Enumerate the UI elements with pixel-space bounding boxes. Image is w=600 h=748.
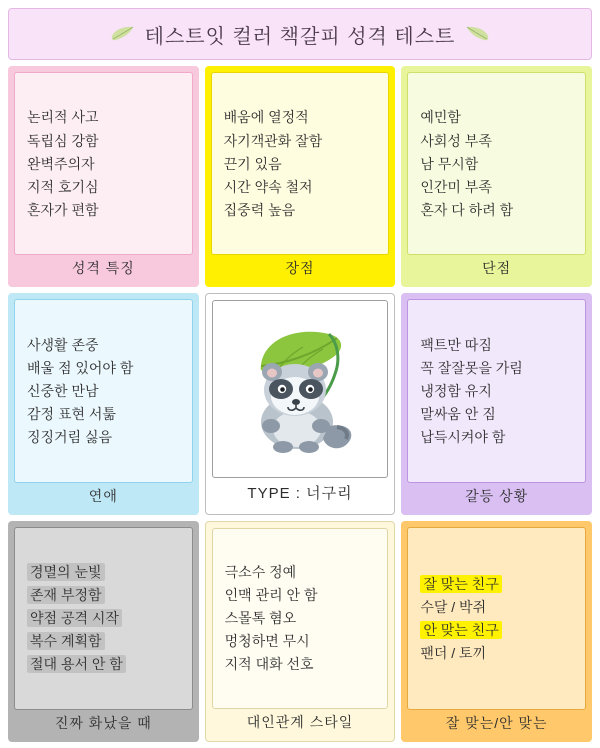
list-item xyxy=(27,564,180,580)
list-item: 냉정함 유지 xyxy=(420,382,492,399)
card-body xyxy=(407,72,586,255)
list-item: 사생활 존중 xyxy=(27,336,99,353)
card-personality-traits xyxy=(8,66,199,287)
list-item-text: 절대 용서 안 함 xyxy=(27,655,126,673)
list-item-text: 경멸의 눈빛 xyxy=(27,563,105,581)
list-item: 멍청하면 무시 xyxy=(224,633,310,650)
list-item: 납득시켜야 함 xyxy=(420,429,506,446)
list-item xyxy=(27,656,180,672)
list-item: 집중력 높음 xyxy=(223,201,296,218)
page-title-banner xyxy=(8,8,592,60)
list-item: 꼭 잘잘못을 가림 xyxy=(420,359,523,376)
card-conflict-situation xyxy=(401,293,592,514)
list-item: 혼자 다 하려 함 xyxy=(420,201,514,218)
list-item: 극소수 정예 xyxy=(224,564,297,581)
list-item: 팩트만 따짐 xyxy=(420,336,492,353)
good-match-value: 수달 / 박쥐 xyxy=(420,598,487,615)
card-body xyxy=(407,299,586,482)
card-body xyxy=(212,300,389,477)
card-body xyxy=(14,527,193,710)
list-item: 끈기 있음 xyxy=(223,155,282,172)
list-item: 징징거림 싫음 xyxy=(27,429,113,446)
list-item: 감정 표현 서툶 xyxy=(27,406,116,423)
list-item: 예민함 xyxy=(420,109,461,126)
list-item: 남 무시함 xyxy=(420,155,479,172)
card-label: 대인관계 스타일 xyxy=(246,713,354,730)
list-item: 혼자가 편함 xyxy=(27,201,99,218)
list-item: 배울 점 있어야 함 xyxy=(27,359,134,376)
card-label: 단점 xyxy=(482,260,512,277)
list-item xyxy=(27,587,180,603)
card-match-compatibility xyxy=(401,521,592,742)
good-match-heading xyxy=(420,576,573,592)
card-when-really-angry xyxy=(8,521,199,742)
card-body xyxy=(211,72,390,255)
bad-match-heading-text: 안 맞는 친구 xyxy=(420,621,501,639)
card-label: 갈등 상황 xyxy=(465,487,529,504)
leaf-icon xyxy=(465,25,491,43)
good-match-heading-text: 잘 맞는 친구 xyxy=(420,575,501,593)
card-body xyxy=(14,72,193,255)
list-item: 지적 대화 선호 xyxy=(224,656,314,673)
raccoon-with-leaf-umbrella-icon xyxy=(217,305,384,472)
card-body xyxy=(212,528,389,709)
card-body xyxy=(14,299,193,482)
list-item: 독립심 강함 xyxy=(27,132,99,149)
card-label: 장점 xyxy=(285,260,315,277)
list-item: 인맥 관리 안 함 xyxy=(224,587,318,604)
card-romance xyxy=(8,293,199,514)
list-item-text: 약점 공격 시작 xyxy=(27,609,122,627)
card-body xyxy=(407,527,586,710)
list-item xyxy=(27,610,180,626)
card-strengths xyxy=(205,66,396,287)
list-item: 사회성 부족 xyxy=(420,132,492,149)
card-label: 성격 특징 xyxy=(71,260,135,277)
card-label: 연애 xyxy=(88,487,118,504)
list-item: 스몰톡 혐오 xyxy=(224,610,297,627)
list-item xyxy=(27,633,180,649)
list-item: 자기객관화 잘함 xyxy=(223,132,323,149)
list-item: 인간미 부족 xyxy=(420,178,492,195)
card-label: TYPE : 너구리 xyxy=(247,485,353,503)
bad-match-heading xyxy=(420,622,573,638)
list-item: 논리적 사고 xyxy=(27,109,99,126)
list-item-text: 존재 부정함 xyxy=(27,586,105,604)
list-item: 신중한 만남 xyxy=(27,382,99,399)
list-item: 완벽주의자 xyxy=(27,155,95,172)
list-item: 시간 약속 철저 xyxy=(223,178,313,195)
card-label: 잘 맞는/안 맞는 xyxy=(445,714,548,731)
card-label: 진짜 화났을 때 xyxy=(54,714,152,731)
leaf-icon xyxy=(109,25,135,43)
list-item: 말싸움 안 짐 xyxy=(420,406,496,423)
card-relationship-style xyxy=(205,521,396,742)
card-grid xyxy=(8,66,592,742)
card-weaknesses xyxy=(401,66,592,287)
card-type-result xyxy=(205,293,396,514)
list-item: 배움에 열정적 xyxy=(223,109,309,126)
page-title: 테스트잇 컬러 책갈피 성격 테스트 xyxy=(144,25,456,48)
bad-match-value: 팬더 / 토끼 xyxy=(420,644,487,661)
list-item: 지적 호기심 xyxy=(27,178,99,195)
list-item-text: 복수 계획함 xyxy=(27,632,105,650)
